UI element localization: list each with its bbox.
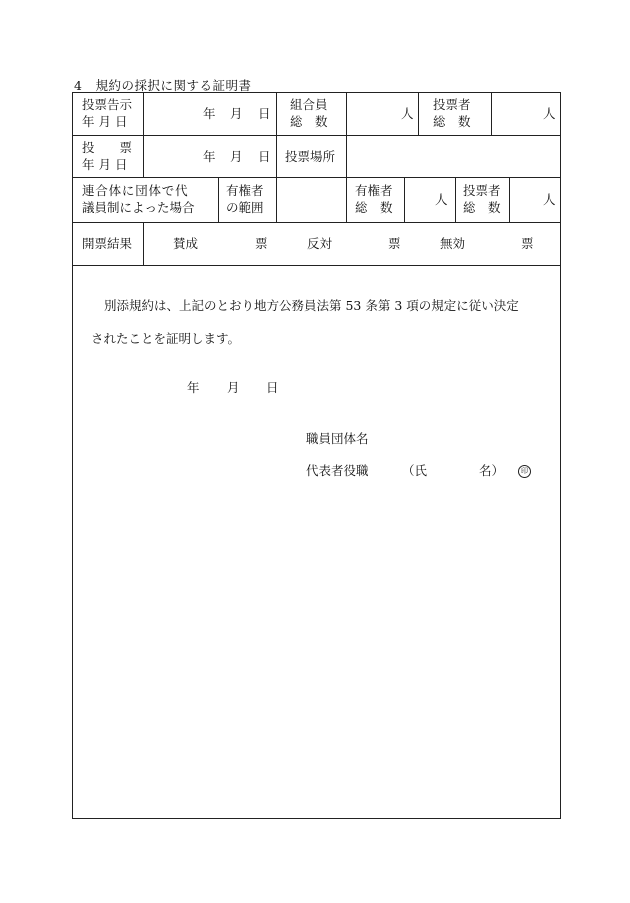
representative-title-label: 代表者役職	[306, 463, 369, 478]
person-unit: 人	[543, 192, 556, 207]
person-unit: 人	[401, 106, 414, 121]
month-label: 月	[227, 380, 240, 395]
day-label: 日	[258, 149, 271, 164]
day-label: 日	[266, 380, 279, 395]
voters-total-label: 総 数	[433, 114, 471, 129]
eligible-scope-label: 有権者	[226, 183, 264, 198]
row-divider	[72, 177, 561, 178]
column-divider	[276, 92, 277, 177]
seal-mark: 印	[518, 465, 531, 478]
count-result-label: 開票結果	[82, 236, 133, 251]
seal-icon	[518, 463, 531, 479]
column-divider	[346, 177, 347, 222]
column-divider	[491, 92, 492, 135]
column-divider	[418, 92, 419, 135]
column-divider	[143, 222, 144, 265]
column-divider	[143, 92, 144, 177]
column-divider	[404, 177, 405, 222]
federation-label: 議員制によった場合	[82, 200, 195, 215]
voters-total-label: 投票者	[433, 97, 471, 112]
year-label: 年	[187, 380, 200, 395]
name-close-label: 名）	[479, 463, 505, 478]
year-label: 年	[203, 106, 216, 121]
document-heading: 4 規約の採択に関する証明書	[74, 78, 252, 93]
vote-notice-date-label: 投票告示	[82, 97, 133, 112]
person-unit: 人	[435, 192, 448, 207]
row-divider	[72, 222, 561, 223]
vote-notice-date-label: 年 月 日	[82, 114, 128, 129]
approve-label: 賛成	[173, 236, 199, 251]
eligible-total-label: 総 数	[355, 200, 393, 215]
row-divider	[72, 135, 561, 136]
ballot-unit: 票	[255, 236, 268, 251]
eligible-scope-label: の範囲	[226, 200, 264, 215]
organization-name-label: 職員団体名	[306, 431, 369, 446]
month-label: 月	[230, 106, 243, 121]
voting-place-label: 投票場所	[285, 149, 336, 164]
voting-date-label: 投 票	[82, 140, 133, 155]
members-total-label: 組合員	[290, 97, 328, 112]
certification-text: されたことを証明します。	[91, 331, 241, 346]
federation-label: 連合体に団体で代	[82, 183, 189, 198]
voters-total-label: 総 数	[463, 200, 501, 215]
month-label: 月	[230, 149, 243, 164]
members-total-label: 総 数	[290, 114, 328, 129]
row-divider	[72, 265, 561, 266]
voting-date-label: 年 月 日	[82, 157, 128, 172]
column-divider	[509, 177, 510, 222]
oppose-label: 反対	[307, 236, 333, 251]
year-label: 年	[203, 149, 216, 164]
column-divider	[276, 177, 277, 222]
voters-total-label: 投票者	[463, 183, 501, 198]
certification-text: 別添規約は、上記のとおり地方公務員法第 53 条第 3 項の規定に従い決定	[104, 298, 519, 313]
name-open-label: （氏	[402, 463, 428, 478]
ballot-unit: 票	[521, 236, 534, 251]
eligible-total-label: 有権者	[355, 183, 393, 198]
invalid-label: 無効	[440, 236, 466, 251]
ballot-unit: 票	[388, 236, 401, 251]
column-divider	[346, 92, 347, 177]
column-divider	[218, 177, 219, 222]
day-label: 日	[258, 106, 271, 121]
person-unit: 人	[543, 106, 556, 121]
column-divider	[455, 177, 456, 222]
